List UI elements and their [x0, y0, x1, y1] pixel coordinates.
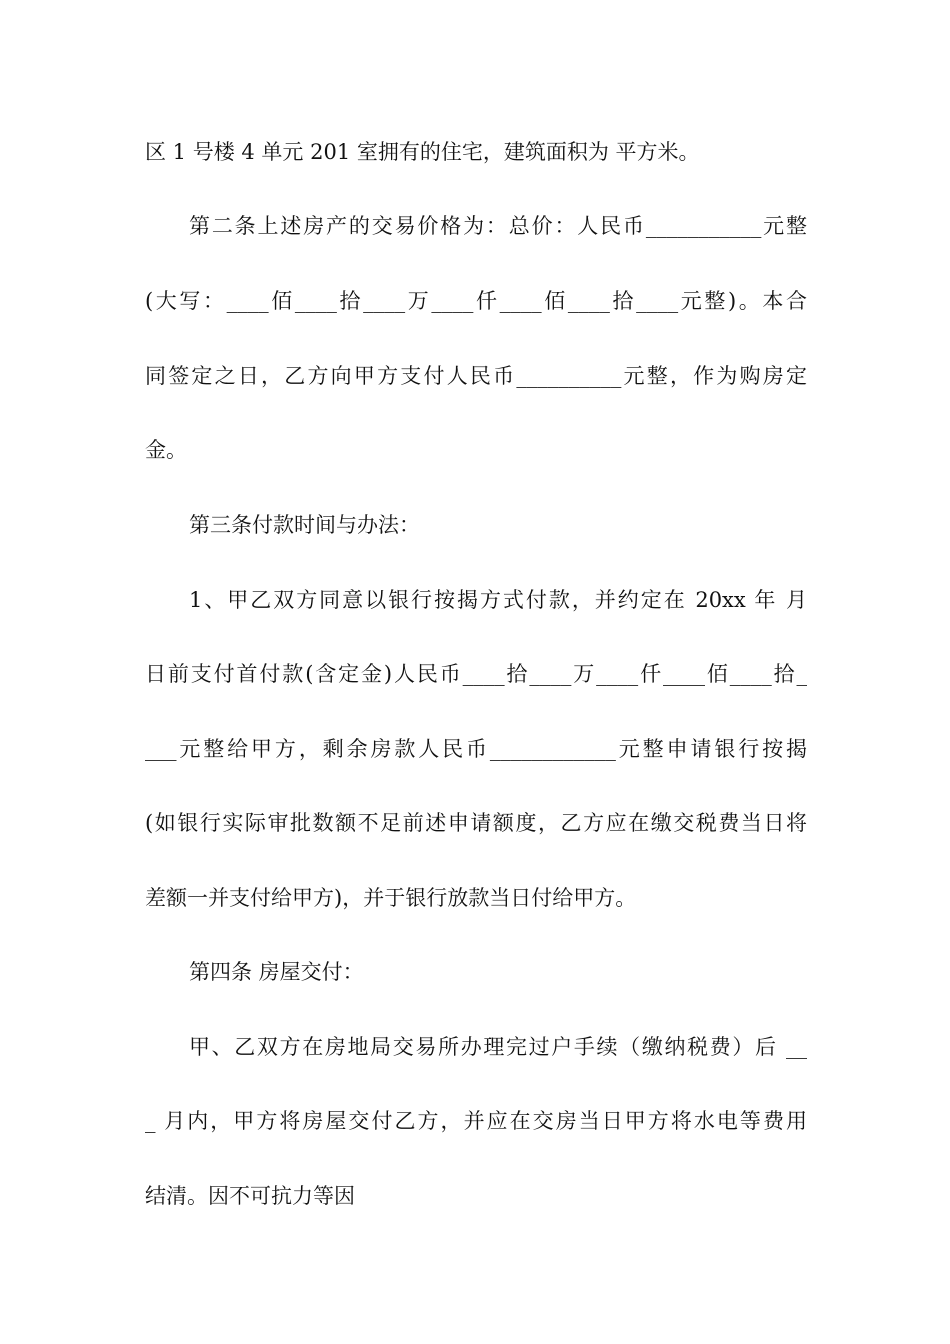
text-line-6: 第三条付款时间与办法： [189, 513, 420, 537]
text-line-14: _ 月内，甲方将房屋交付乙方，并应在交房当日甲方将水电等费用 [145, 1109, 807, 1133]
text-line-4: 同签定之日，乙方向甲方支付人民币__________元整，作为购房定 [145, 364, 807, 388]
text-line-3: (大写：____佰____拾____万____仟____佰____拾____元整)。本合 [145, 289, 807, 313]
text-line-12: 第四条 房屋交付： [189, 960, 364, 984]
text-line-13: 甲、乙双方在房地局交易所办理完过户手续（缴纳税费）后 __ [189, 1035, 807, 1059]
text-line-15: 结清。因不可抗力等因 [145, 1184, 355, 1208]
text-line-2: 第二条上述房产的交易价格为：总价：人民币___________元整 [189, 214, 807, 238]
text-line-7: 1、甲乙双方同意以银行按揭方式付款，并约定在 20xx 年 月 [189, 588, 807, 612]
text-line-11: 差额一并支付给甲方)，并于银行放款当日付给甲方。 [145, 886, 637, 910]
text-line-1: 区 1 号楼 4 单元 201 室拥有的住宅，建筑面积为 平方米。 [145, 140, 700, 164]
text-line-8: 日前支付首付款(含定金)人民币____拾____万____仟____佰____拾_ [145, 662, 807, 686]
text-line-9: ___元整给甲方，剩余房款人民币____________元整申请银行按揭 [145, 737, 807, 761]
text-line-5: 金。 [145, 438, 187, 462]
text-line-10: (如银行实际审批数额不足前述申请额度，乙方应在缴交税费当日将 [145, 811, 807, 835]
